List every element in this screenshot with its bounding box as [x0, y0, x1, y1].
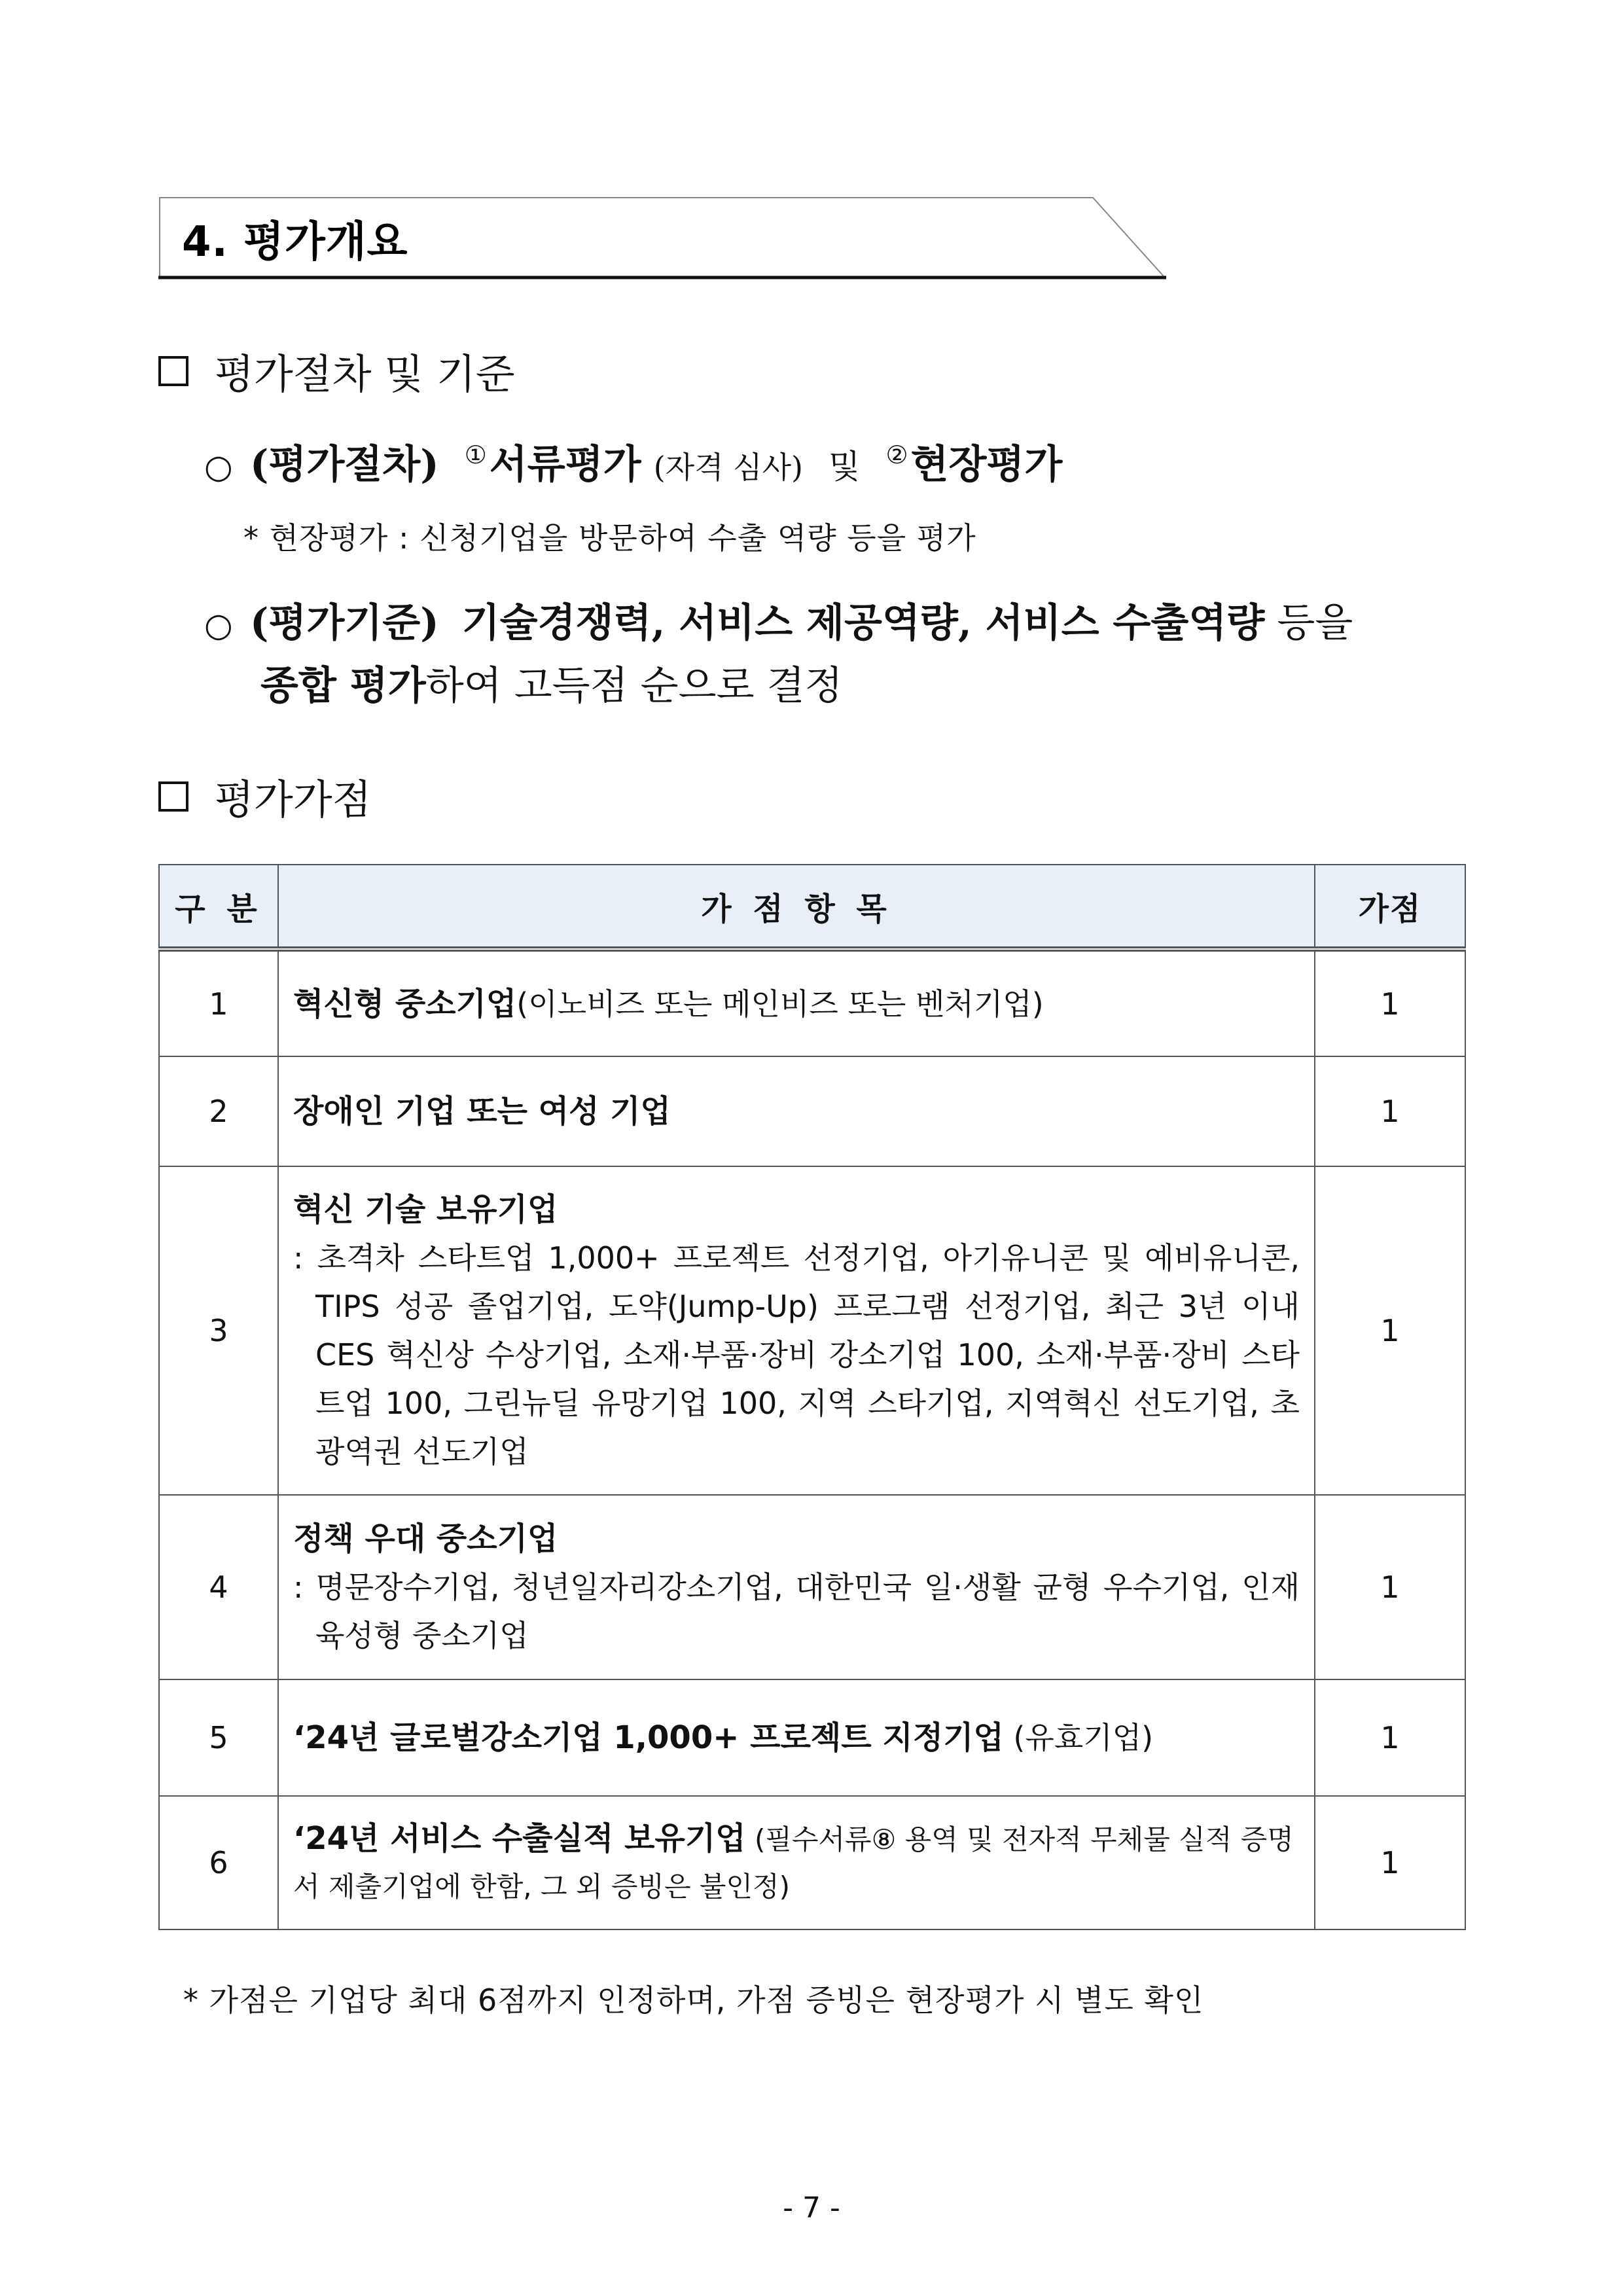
- row-title: 장애인 기업 또는 여성 기업: [293, 1093, 671, 1130]
- table-footnote: * 가점은 기업당 최대 6점까지 인정하며, 가점 증빙은 현장평가 시 별도 확인: [183, 1982, 1204, 2018]
- header-category: 구 분: [159, 865, 278, 949]
- row-extra: (유효기업): [1003, 1720, 1154, 1755]
- criteria-line2: [260, 655, 843, 711]
- criteria-tail: 등을: [1277, 600, 1353, 646]
- page-number: - 7 -: [783, 2191, 840, 2225]
- circle-bullet-icon: ○: [204, 448, 233, 486]
- table-row: [159, 1495, 1465, 1679]
- step1-note: (자격 심사): [653, 450, 803, 485]
- row-extra: (필수서류⑧ 용역 및 전자적 무체물 실적 증명서 제출기업에 한함, 그 외 증빙은 불인정): [293, 1823, 1294, 1903]
- row-title: 혁신 기술 보유기업: [293, 1191, 558, 1228]
- criteria-line2-bold: 종합 평가: [260, 663, 426, 709]
- header-points: 가점: [1315, 865, 1465, 949]
- row-score: 1: [1315, 1495, 1465, 1679]
- heading-text: 평가절차 및 기준: [215, 350, 515, 398]
- heading-evaluation-procedure: [158, 342, 515, 400]
- row-item: [278, 1679, 1315, 1796]
- row-number: 3: [159, 1166, 278, 1495]
- procedure-label: (평가절차): [250, 442, 439, 488]
- table-row: [159, 1166, 1465, 1495]
- circle-bullet-icon: ○: [204, 606, 233, 644]
- step2-text: 현장평가: [910, 442, 1063, 488]
- row-item: [278, 1166, 1315, 1495]
- criteria-items: 기술경쟁력, 서비스 제공역량, 서비스 수출역량: [461, 600, 1265, 646]
- row-score: 1: [1315, 949, 1465, 1056]
- table-row: [159, 1056, 1465, 1166]
- header-items: 가 점 항 목: [278, 865, 1315, 949]
- table-header-row: [159, 865, 1465, 949]
- row-item: [278, 1056, 1315, 1166]
- row-title: 혁신형 중소기업: [293, 985, 517, 1022]
- row-title: ‘24년 글로벌강소기업 1,000+ 프로젝트 지정기업: [293, 1719, 1004, 1756]
- step1-text: 서류평가: [489, 442, 641, 488]
- row-item: [278, 1495, 1315, 1679]
- row-number: 4: [159, 1495, 278, 1679]
- row-score: 1: [1315, 1166, 1465, 1495]
- row-item: [278, 1796, 1315, 1929]
- row-title: 정책 우대 중소기업: [293, 1520, 558, 1557]
- bonus-points-table: [158, 864, 1466, 1930]
- and-text: 및: [829, 448, 861, 486]
- procedure-note: * 현장평가 : 신청기업을 방문하여 수출 역량 등을 평가: [243, 520, 976, 556]
- row-item: [278, 949, 1315, 1056]
- step2-mark: ②: [885, 440, 908, 469]
- row-description: : 명문장수기업, 청년일자리강소기업, 대한민국 일·생활 균형 우수기업, 인재육성형 중소기업: [293, 1570, 1300, 1653]
- section-title: 4. 평가개요: [182, 218, 408, 266]
- bullet-criteria: [204, 592, 1353, 648]
- row-number: 6: [159, 1796, 278, 1929]
- table-row: [159, 1679, 1465, 1796]
- table-row: [159, 1796, 1465, 1929]
- section-header: [158, 196, 1166, 280]
- bullet-procedure: [204, 433, 1062, 490]
- checkbox-square-icon: [158, 781, 188, 812]
- row-number: 2: [159, 1056, 278, 1166]
- row-number: 5: [159, 1679, 278, 1796]
- checkbox-square-icon: [158, 356, 188, 386]
- criteria-line2-rest: 하여 고득점 순으로 결정: [425, 663, 843, 709]
- row-description: : 초격차 스타트업 1,000+ 프로젝트 선정기업, 아기유니콘 및 예비유니콘, TIPS 성공 졸업기업, 도약(Jump-Up) 프로그램 선정기업, 최근 3년 이내 CES 혁신상 수상기업, 소재·부품·장비 강소기업 100, 소재·부품·장비 스타트업 100, 그린뉴딜 유망기업 100, 지역 스타기업, 지역혁신 선도기업, 초광역권 선도기업: [293, 1240, 1300, 1469]
- step1-mark: ①: [464, 440, 487, 469]
- heading-bonus-points: [158, 767, 372, 825]
- row-score: 1: [1315, 1679, 1465, 1796]
- row-title: ‘24년 서비스 수출실적 보유기업: [293, 1820, 746, 1857]
- heading-text: 평가가점: [215, 776, 372, 823]
- row-score: 1: [1315, 1056, 1465, 1166]
- row-score: 1: [1315, 1796, 1465, 1929]
- table-row: [159, 949, 1465, 1056]
- criteria-label: (평가기준): [250, 600, 439, 646]
- row-number: 1: [159, 949, 278, 1056]
- row-extra: (이노비즈 또는 메인비즈 또는 벤처기업): [516, 986, 1044, 1022]
